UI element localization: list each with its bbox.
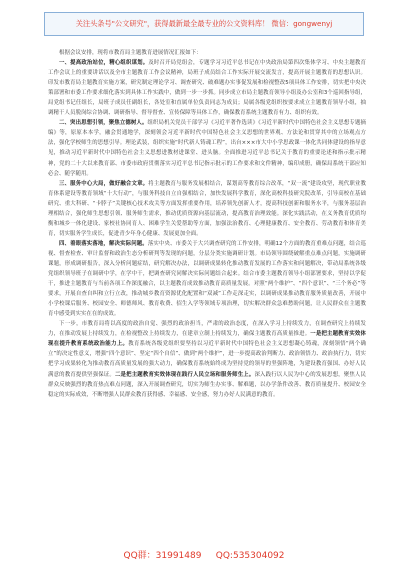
next-steps-text-1: 教育系统各级党组织要坚持以习近平新时代中国特色社会主义思想凝心铸魂，深刻领悟“两个确立”的决定性意义，增强“四个意识”、坚定“四个自信”、做到“两个维护”，进一步提高政治判断力、政治领悟力、政治执行力，切实把学习成果转化为推动教育高质量发展的强大动力，确保教育系统始终成为坚持党的领导的坚强阵地，为建设教育强国、办好人民满意的教育提供坚强保证。 xyxy=(48,341,366,378)
intro-paragraph: 根据会议安排，现将市教育局主题教育进展情况汇报如下： xyxy=(59,50,202,56)
section-3 xyxy=(48,179,366,239)
next-steps-heading-2: 二是把主题教育实效体现在践行人民立场和服务师生上。 xyxy=(114,371,255,378)
next-steps-text: 下一步，市教育局将以高度的政治自觉、强烈的政治担当，严肃的政治态度，在深入学习上持续发力，在调查研究上持续发力，在推动发展上持续发力，在检视整改上持续发力，在建章立制上持续发力，确保主题教育高质量推进。 xyxy=(48,321,366,338)
contact-footer: QQ群：31991489 QQ:535304092 xyxy=(123,551,285,561)
document-body xyxy=(48,48,366,400)
section-4-text: 落实中央、市委关于大兴调查研究的工作安排，明确12个方面的教育重难点问题，结合巡视、督查检查、审计监督和政治生态分析研判等发现的问题，分层分类实施调研计划。市局领导围绕破解重点难点问题，实施调研课题，形成调研报告，深入分析问题症结，研究解决办法，以调研成果转化推动教育发展的工作落实和问题解决，带动局系统各级党组织领导班子在调研中学，在学中干，把调查研究同解决实际问题结合起来。结合市委主题教育领导小组部署要求，坚持以学促干，推进主题教育与当前各项工作深度融合，以主题教育成效推动教育高质量发展。对照“两个维护”、“四个意识”、“三个务必”等要求，开展自查自纠和立行立改，推动城乡教育资源优化配置和“双减”工作走深走实，以调研成果推动教育服务质量改善，开展中小学校课后服务、校园安全、师德师风、教育收费、招生入学等领域专项治理，切实解决群众急难愁盼问题，让人民群众在主题教育中感受到实实在在的成效。 xyxy=(48,240,366,318)
section-2-text: 组织局机关党员干部学习《习近平著作选读》《习近平新时代中国特色社会主义思想专题摘编》等，原原本本学，融会贯通地学，深刻领会习近平新时代中国特色社会主义思想的世界观、方法论和贯穿其中的立场观点方法，强化学校师生的思想引导。理论武装，组织实施“时代新人铸魂工程”，出台×××市大中小学思政课一体化共同体建设的指导意见，推动习近平新时代中国特色社会主义思想进教材进课堂、进头脑。全面推进习近平总书记关于教育的重要论述和指示批示精神，党的二十大以来教育部、市委市政府贯彻落实习近平总书记指示批示的工作要求和文件精神，编印成册，确保局系统干部应知必会、随学随用。 xyxy=(48,120,366,177)
section-1-heading: 一、提高政治站位，精心组织谋划。 xyxy=(59,60,149,67)
section-3-heading: 三、服务中心大局，做好融合文章。 xyxy=(59,180,149,187)
section-2-heading: 二、突出思想引领，聚焦立德树人。 xyxy=(59,120,148,127)
section-2 xyxy=(48,118,366,178)
next-steps-paragraph xyxy=(48,319,366,399)
next-steps-text-2: 深入践行以人民为中心的发展思想，聚焦人民群众反映强烈的教育热点难点问题，深入开展调查研究，切实为师生办实事、解难题，以办学条件改善、教育质量提升、校园安全稳定的实际成效，不断增强人民群众教育获得感、幸福感、安全感，努力办好人民满意的教育。 xyxy=(48,371,366,398)
section-1-text: 及时召开局党组会，专题学习习近平总书记在中央政治局第四次集体学习、中央主题教育工作会议上的重要讲话以及全市主题教育工作会议精神，局班子成员结合工作实际开展交流发言，提高开展主题教育的思想认识。印发市教育局主题教育实施方案，研究制定理论学习、调查研究、破难题办实事促发展和检视整改5项具体工作安排，切实把中央决策部署和市委工作要求细化落实到具体工作实践中，做到一步一步抓。同步成立市局主题教育领导小组及办公室和3个巡回指导组，局党组书记任组长，局班子成员任副组长，各处室和直属单位负责同志为成员；局属各级党组织按要求成立主题教育领导小组，抽调精干人员脱岗综合协调、调研指导、督导督查、宣传保障等具体工作，确保教育系统主题教育有力、组织有效。 xyxy=(48,60,366,117)
section-4 xyxy=(48,239,366,319)
promo-banner: 关注头条号"公文研究"，获得最新最全最专业的公文资料库！ 微信：gongwenyj xyxy=(44,12,364,36)
next-steps-heading-1: 一是把主题教育实效体现在提升教育系统政治能力上。 xyxy=(48,331,366,348)
section-4-heading: 四、着眼落实落地，解决实际问题。 xyxy=(59,240,148,247)
section-1 xyxy=(48,58,366,118)
section-3-text: 将主题教育与服务发展相结合，谋划高等教育综合改革，“双一流”建设攻坚，现代职业教育体系建设等教育领域“十大行动”，与服务科技自立自强相结合，加快发展科学教育，深化高校科技研究院改革，引导高校在基础研究、重大科研、“卡脖子”关键核心技术攻关等方面发挥重要作用，培养领先创新人才，提高科技创新和服务水平，与服务基层治理相结合，强化师生思想引领、服务师生需求，推动优质资源向基层流动，提高教育治理效能。深化实践活动，在义务教育优质均衡和城乡一体化建设、家校社协同育人、困难学生关爱帮助等方面，加强法治教育、心理健康教育、安全教育、劳动教育和体育美育，切实服务学生成长，促进青少年身心健康、发展更加全面。 xyxy=(48,180,366,237)
